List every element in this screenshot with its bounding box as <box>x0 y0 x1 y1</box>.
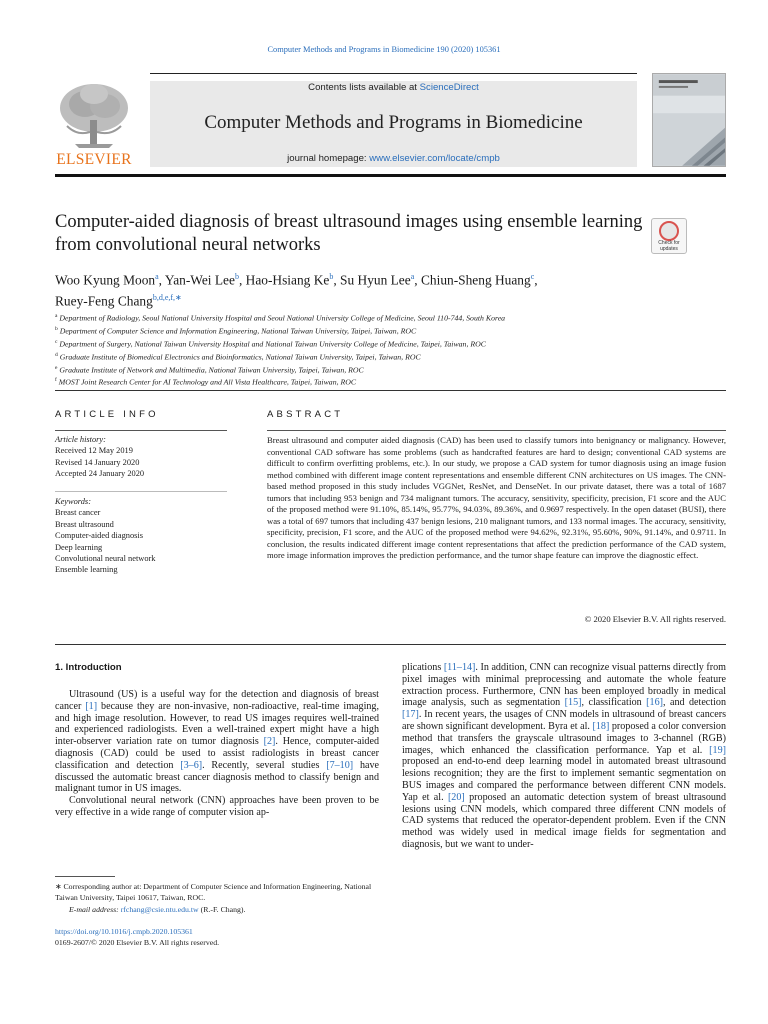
journal-cover-thumbnail[interactable] <box>652 73 726 167</box>
contents-line <box>150 82 637 93</box>
issn-line: 0169-2607/© 2020 Elsevier B.V. All rights reserved. <box>55 938 220 947</box>
affiliation-marker: b <box>55 325 58 332</box>
footnote-rule <box>55 876 115 877</box>
author-affil-marker[interactable]: a <box>410 272 415 281</box>
author-name[interactable]: Su Hyun Lee <box>340 272 411 288</box>
text-run: , classification <box>581 697 647 709</box>
abstract-heading: ABSTRACT <box>267 409 344 420</box>
homepage-prefix: journal homepage: <box>287 153 370 164</box>
article-history <box>55 434 235 480</box>
abstract-text: Breast ultrasound and computer aided diagnosis (CAD) has been used to classify tumors into benignancy or malignancy. However, conventional CAD software has some problems (such as handcrafted features are hard to design; conventional CAD systems are difficult to confirm overfitting problems, etc.). In our study, we propose a CAD system for tumor diagnosis using an image fusion method combined with different image content representations and ensemble different CNN architectures on US images. The CNN-based method proposed in this study includes VGGNet, ResNet, and DenseNet. In our private dataset, there was a total of 1687 tumors that including 953 benign and 734 malignant tumors. The accuracy, sensitivity, specificity, precision, F1 score and the AUC of the proposed method were 91.10%, 85.14%, 95.77%, 94.03%, 89.36%, and 0.9697 respectively. In the open dataset (BUSI), there was a total of 697 tumors that including 437 benign lesions, 210 malignant tumors, and 133 normal images. The accuracy, sensitivity, specificity, precision, F1 score, and the AUC of the proposed method were 94.62%, 92.31%, 95.60%, 90%, 91.14%, and 0.9711. In conclusion, the results indicated different image content representations that affect the prediction performance of the CAD system, more image information improves the prediction performance, and the tumor shape feature can improve the diagnostic effect. <box>267 435 726 560</box>
author-name[interactable]: Ruey-Feng Chang <box>55 293 153 309</box>
paragraph <box>55 795 379 819</box>
body-column-right <box>402 662 726 851</box>
received-date: Received 12 May 2019 <box>55 446 133 456</box>
text-run: plications <box>402 662 444 673</box>
homepage-link[interactable]: www.elsevier.com/locate/cmpb <box>369 153 500 164</box>
article-info-rule <box>55 430 227 431</box>
affiliation <box>55 363 726 376</box>
update-icon <box>659 221 679 241</box>
section-heading: 1. Introduction <box>55 662 122 673</box>
doi-link[interactable]: https://doi.org/10.1016/j.cmpb.2020.105361 <box>55 927 193 936</box>
sciencedirect-link[interactable]: ScienceDirect <box>419 82 479 93</box>
keyword: Ensemble learning <box>55 565 118 575</box>
paragraph <box>402 662 726 851</box>
author-affil-marker[interactable]: b,d,e,f,∗ <box>152 293 182 303</box>
keyword: Breast cancer <box>55 508 101 518</box>
section-rule <box>55 390 726 391</box>
author-name[interactable]: Chiun-Sheng Huang <box>420 272 531 288</box>
revised-date: Revised 14 January 2020 <box>55 457 140 467</box>
citation-link[interactable]: [7–10] <box>326 759 354 771</box>
citation-link[interactable]: [3–6] <box>180 759 203 771</box>
keyword: Deep learning <box>55 542 103 552</box>
article-info-heading: ARTICLE INFO <box>55 409 159 420</box>
corresponding-footnote <box>55 881 379 915</box>
accepted-date: Accepted 24 January 2020 <box>55 469 145 479</box>
text-run: . In addition, CNN can recognize visual patterns directly from pixel images with minimal preprocessing and automate the whole feature extraction process. Furthermore, CNN has been employed broadly in medical image analysis, such as segmentation <box>402 662 726 709</box>
email-suffix: (R.-F. Chang). <box>198 904 246 914</box>
email-link[interactable]: rfchang@csie.ntu.edu.tw <box>120 904 199 914</box>
abstract-copyright: © 2020 Elsevier B.V. All rights reserved. <box>584 614 726 624</box>
author-name[interactable]: Yan-Wei Lee <box>164 272 235 288</box>
publisher-name: ELSEVIER <box>56 151 132 168</box>
citation-link[interactable]: [2] <box>263 736 276 748</box>
affiliation <box>55 375 726 388</box>
paragraph <box>55 689 379 795</box>
affiliation-marker: f <box>55 377 57 384</box>
check-for-updates-label: Check for updates <box>658 240 680 252</box>
keywords-block <box>55 496 235 576</box>
affiliation <box>55 350 726 363</box>
text-run: because they are non-invasive, non-radioactive, real-time imaging, and high image resolution. However, to read US images requires well-trained and experienced radiologists. Even a well-trained expert might have a high inter-observer variation rate on tumor diagnosis <box>55 700 379 748</box>
header-rule <box>150 73 637 74</box>
text-run: Ultrasound (US) is a useful way for the detection and diagnosis of breast cancer <box>55 689 379 712</box>
author-affil-marker[interactable]: b <box>234 272 239 281</box>
keywords-rule <box>55 491 227 492</box>
citation-link[interactable]: [17] <box>402 709 419 721</box>
journal-title: Computer Methods and Programs in Biomedicine <box>204 112 583 133</box>
author-list: Woo Kyung Moon$^a$, Yan-Wei Lee$^b$, Hao-Hsiang Ke$^b$, Su Hyun Lee$^a$, Chiun-Sheng Huang$^c$, Ruey-Feng Chang$^{b,d,e,f,∗}$ <box>55 272 538 309</box>
affiliation <box>55 324 726 337</box>
affiliation-marker: a <box>55 313 58 319</box>
author-name[interactable]: Hao-Hsiang Ke <box>245 272 330 288</box>
affiliation <box>55 337 726 350</box>
citation-link[interactable]: [19] <box>709 744 726 756</box>
affiliation-marker: c <box>55 338 58 345</box>
author-name[interactable]: Woo Kyung Moon <box>55 272 156 288</box>
email-line <box>55 904 379 915</box>
author-affil-marker[interactable]: a <box>155 272 159 281</box>
affiliation-list <box>55 311 726 388</box>
keyword: Computer-aided diagnosis <box>55 531 143 541</box>
text-run: . In recent years, the usages of CNN models in ultrasound of breast cancers are shown significant development. Byra et al. <box>402 709 726 732</box>
keyword: Convolutional neural network <box>55 554 156 564</box>
text-run: Convolutional neural network (CNN) approaches have been proven to be very effective in a wide range of computer vision ap- <box>55 795 379 818</box>
affiliation-marker: e <box>55 364 58 371</box>
contents-prefix: Contents lists available at <box>308 82 420 93</box>
affiliation-text: Graduate Institute of Network and Multimedia, National Taiwan University, Taipei, Taiwan, ROC <box>59 365 364 375</box>
author-affil-marker[interactable]: b <box>329 272 334 281</box>
text-run: have discussed the automatic breast cancer diagnosis method to classify benign and malignant tumor in US images. <box>55 759 379 795</box>
text-run: . Recently, several studies <box>202 759 327 771</box>
affiliation-text: Graduate Institute of Biomedical Electronics and Bioinformatics, National Taiwan University, Taipei, Taiwan, ROC <box>59 352 421 362</box>
citation-link[interactable]: [11–14] <box>443 662 476 673</box>
text-run: . Hence, computer-aided diagnosis (CAD) could be used to assist radiologists in breast cancer classification and detection <box>55 736 379 771</box>
text-run: , and detection <box>663 697 726 709</box>
affiliation-text: Department of Surgery, National Taiwan University Hospital and National Taiwan University College of Medicine, Taipei, Taiwan, ROC <box>59 339 486 349</box>
keywords-label: Keywords: <box>55 497 91 506</box>
affiliation-text: Department of Radiology, Seoul National University Hospital and Seoul National University College of Medicine, Seoul 110-744, South Korea <box>59 313 506 323</box>
citation-link[interactable]: [20] <box>447 791 465 803</box>
homepage-line <box>150 153 637 164</box>
article-title: Computer-aided diagnosis of breast ultrasound images using ensemble learning from convolutional neural networks <box>55 212 643 255</box>
text-run: proposed a color conversion method that transfers the grayscale ultrasound images to 3-channel (RGB) images, which enhanced the classification performance. Yap et al. <box>402 720 727 756</box>
body-rule <box>55 644 726 645</box>
affiliation <box>55 311 726 324</box>
citation-link[interactable]: [15] <box>564 697 582 709</box>
affiliation-marker: d <box>55 351 58 358</box>
author-affil-marker[interactable]: c <box>530 272 535 281</box>
citation-link[interactable]: [18] <box>592 720 610 732</box>
header-thick-rule <box>55 174 726 177</box>
citation-link[interactable]: [1] <box>85 700 98 712</box>
journal-reference[interactable]: Computer Methods and Programs in Biomedicine 190 (2020) 105361 <box>267 45 501 54</box>
text-run: proposed an end-to-end deep learning model in automated breast ultrasound lesions recognition; they are the first to implement semantic segmentation on BUS images and compared the performance between different CNN models. Yap et al. <box>402 756 726 803</box>
keyword: Breast ultrasound <box>55 519 114 529</box>
affiliation-text: Department of Computer Science and Information Engineering, National Taiwan University, Taipei, Taiwan, ROC <box>59 326 417 336</box>
body-column-left <box>55 689 379 819</box>
text-run: proposed an automatic detection system of breast ultrasound lesions using CNN models, which compared three different CNN models of CAD systems that reduced the operator-dependent problem. Even if the CNN method was widely used in medical image fields for segmentation and diagnosis, but we want to under- <box>402 791 727 850</box>
corresponding-author: ∗ Corresponding author at: Department of Computer Science and Information Engineering, National Taiwan University, Taipei 10617, Taiwan, ROC. <box>55 882 372 903</box>
abstract-rule <box>267 430 726 431</box>
history-label: Article history: <box>55 435 106 444</box>
citation-link[interactable]: [16] <box>646 697 663 709</box>
email-label: E-mail address: <box>69 904 121 914</box>
affiliation-text: MOST Joint Research Center for AI Technology and All Vista Healthcare, Taipei, Taiwan, ROC <box>58 378 357 388</box>
